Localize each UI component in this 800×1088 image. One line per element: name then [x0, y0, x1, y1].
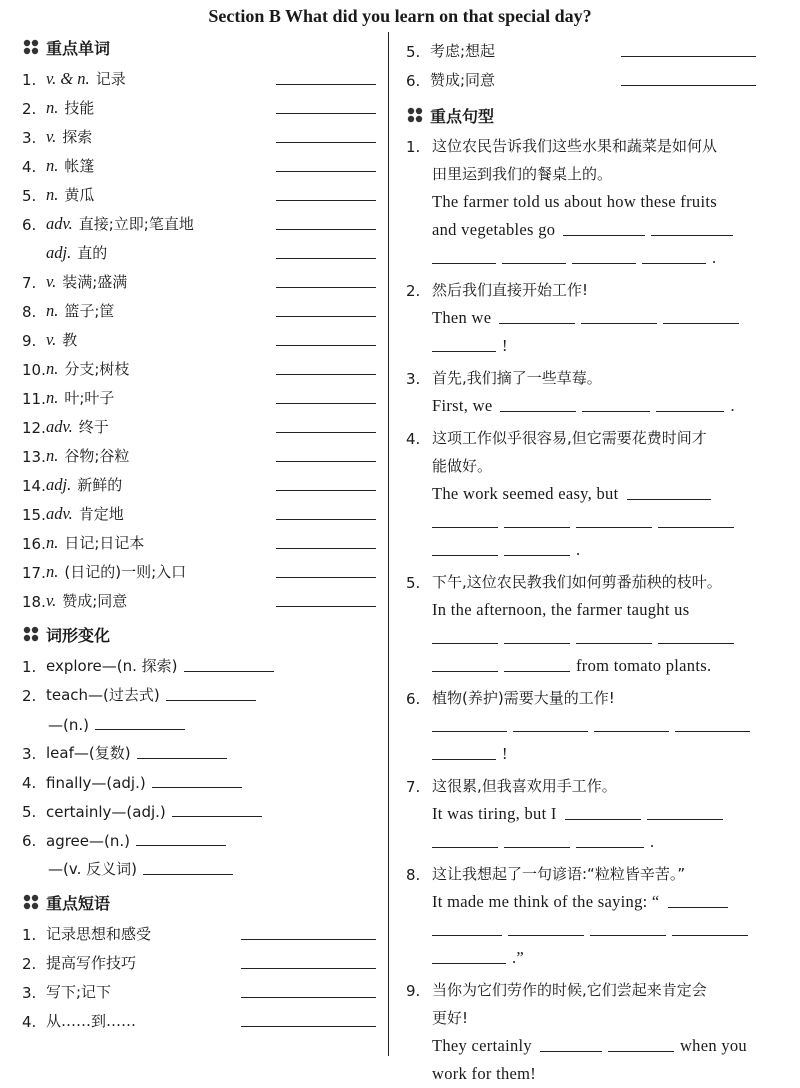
part-of-speech: n.	[46, 446, 59, 465]
column-divider	[388, 32, 389, 1056]
answer-blank[interactable]	[432, 962, 506, 964]
list-item	[22, 792, 376, 821]
chinese-phrase: 提高写作技巧	[46, 954, 137, 972]
english-line	[406, 592, 756, 620]
english-line	[406, 532, 756, 560]
item-number: 1.	[406, 138, 421, 156]
chinese-sentence: 田里运到我们的餐桌上的。	[432, 165, 613, 183]
answer-blank[interactable]	[432, 262, 496, 264]
chinese-meaning: 直接;立即;笔直地	[78, 215, 194, 233]
list-item	[22, 1002, 376, 1031]
english-text: The farmer told us about how these fruits	[432, 192, 717, 211]
answer-blank[interactable]	[432, 554, 498, 556]
answer-blank[interactable]	[627, 498, 711, 500]
sentence-list	[406, 128, 756, 1084]
chinese-meaning: 谷物;谷粒	[64, 447, 130, 465]
answer-blank[interactable]	[658, 642, 734, 644]
list-item	[22, 705, 376, 734]
answer-blank[interactable]	[504, 526, 570, 528]
english-text: Then we	[432, 308, 492, 327]
list-item	[22, 437, 376, 466]
part-of-speech: adv.	[46, 417, 73, 436]
sentence-item	[406, 680, 756, 764]
list-item	[22, 408, 376, 437]
answer-blank[interactable]	[276, 373, 376, 375]
item-number: 11.	[22, 390, 46, 408]
answer-blank[interactable]	[143, 873, 233, 875]
answer-blank[interactable]	[594, 730, 669, 732]
chinese-sentence: 这让我想起了一句谚语:“粒粒皆辛苦。”	[432, 865, 686, 883]
chinese-meaning: 记录	[95, 70, 126, 88]
punctuation: .	[576, 540, 581, 559]
part-of-speech: n.	[46, 562, 59, 581]
answer-blank[interactable]	[432, 350, 496, 352]
answer-blank[interactable]	[241, 967, 376, 969]
chinese-sentence: 这项工作似乎很容易,但它需要花费时间才	[432, 429, 707, 447]
part-of-speech: n.	[46, 156, 59, 175]
wordform-prompt: agree—(n.)	[46, 832, 130, 850]
answer-blank[interactable]	[276, 518, 376, 520]
sentence-item	[406, 768, 756, 852]
answer-blank[interactable]	[513, 730, 588, 732]
part-of-speech: n.	[46, 533, 59, 552]
english-line	[406, 184, 756, 212]
item-number: 4.	[22, 1013, 37, 1031]
answer-blank[interactable]	[241, 1025, 376, 1027]
part-of-speech: v.	[46, 272, 57, 291]
list-item	[22, 379, 376, 408]
english-line	[406, 708, 756, 736]
answer-blank[interactable]	[241, 938, 376, 940]
four-dot-icon	[22, 625, 40, 643]
chinese-phrase: 考虑;想起	[430, 42, 496, 60]
right-column	[406, 32, 756, 1088]
english-line	[406, 736, 756, 764]
english-line	[406, 328, 756, 356]
chinese-line	[406, 856, 756, 884]
item-number: 7.	[22, 274, 37, 292]
wordform-prompt: leaf—(复数)	[46, 744, 131, 762]
part-of-speech: v. & n.	[46, 69, 90, 88]
answer-blank[interactable]	[563, 234, 645, 236]
sentence-item	[406, 564, 756, 676]
four-dot-icon	[406, 106, 424, 124]
answer-blank[interactable]	[540, 1050, 602, 1052]
answer-blank[interactable]	[276, 489, 376, 491]
chinese-meaning: 终于	[78, 418, 109, 436]
phrase-list-continued	[406, 32, 756, 90]
english-line	[406, 912, 756, 940]
list-item	[22, 292, 376, 321]
chinese-sentence: 植物(养护)需要大量的工作!	[432, 689, 615, 707]
part-of-speech: adj.	[46, 243, 72, 262]
list-item	[406, 61, 756, 90]
english-line	[406, 240, 756, 268]
item-number: 16.	[22, 535, 46, 553]
chinese-phrase: 从……到……	[46, 1012, 137, 1030]
item-number: 6.	[406, 690, 421, 708]
item-number: 4.	[22, 774, 37, 792]
answer-blank[interactable]	[276, 402, 376, 404]
answer-blank[interactable]	[502, 262, 566, 264]
chinese-meaning: 叶;叶子	[64, 389, 115, 407]
chinese-line	[406, 128, 756, 156]
answer-blank[interactable]	[432, 526, 498, 528]
left-column	[22, 32, 376, 1031]
answer-blank[interactable]	[656, 410, 724, 412]
sentence-item	[406, 360, 756, 416]
item-number: 3.	[22, 129, 37, 147]
list-item	[22, 647, 376, 676]
answer-blank[interactable]	[137, 757, 227, 759]
english-text: They certainly	[432, 1036, 532, 1055]
answer-blank[interactable]	[276, 460, 376, 462]
answer-blank[interactable]	[499, 322, 575, 324]
answer-blank[interactable]	[276, 112, 376, 114]
item-number: 2.	[22, 687, 37, 705]
english-line	[406, 212, 756, 240]
item-number: 1.	[22, 71, 37, 89]
english-line	[406, 388, 756, 416]
chinese-meaning: 技能	[64, 99, 95, 117]
four-dot-icon	[22, 38, 40, 56]
answer-blank[interactable]	[276, 605, 376, 607]
item-number: 9.	[406, 982, 421, 1000]
english-line	[406, 824, 756, 852]
answer-blank[interactable]	[276, 547, 376, 549]
chinese-meaning: 帐篷	[64, 157, 95, 175]
answer-blank[interactable]	[504, 554, 570, 556]
answer-blank[interactable]	[276, 257, 376, 259]
english-line	[406, 504, 756, 532]
answer-blank[interactable]	[621, 84, 756, 86]
item-number: 6.	[406, 72, 421, 90]
vocab-list	[22, 60, 376, 611]
sentence-item	[406, 272, 756, 356]
punctuation: .	[730, 396, 735, 415]
part-of-speech: adj.	[46, 475, 72, 494]
answer-blank[interactable]	[581, 322, 657, 324]
answer-blank[interactable]	[508, 934, 584, 936]
chinese-line	[406, 564, 756, 592]
item-number: 18.	[22, 593, 46, 611]
item-number: 2.	[22, 955, 37, 973]
answer-blank[interactable]	[572, 262, 636, 264]
chinese-line	[406, 272, 756, 300]
answer-blank[interactable]	[576, 642, 652, 644]
list-item	[22, 676, 376, 705]
answer-blank[interactable]	[565, 818, 641, 820]
answer-blank[interactable]	[663, 322, 739, 324]
answer-blank[interactable]	[608, 1050, 674, 1052]
sentence-item	[406, 972, 756, 1084]
answer-blank[interactable]	[504, 642, 570, 644]
chinese-sentence: 能做好。	[432, 457, 493, 475]
sentence-item	[406, 128, 756, 268]
part-of-speech: n.	[46, 98, 59, 117]
list-item	[22, 176, 376, 205]
punctuation: !	[502, 336, 508, 355]
chinese-meaning: 黄瓜	[64, 186, 95, 204]
list-item	[22, 118, 376, 147]
chinese-meaning: 直的	[77, 244, 108, 262]
english-text: First, we	[432, 396, 493, 415]
answer-blank[interactable]	[582, 410, 650, 412]
sentence-item	[406, 856, 756, 968]
answer-blank[interactable]	[658, 526, 734, 528]
chinese-line	[406, 768, 756, 796]
english-line	[406, 884, 756, 912]
answer-blank[interactable]	[504, 670, 570, 672]
item-number: 5.	[406, 43, 421, 61]
part-of-speech: v.	[46, 127, 57, 146]
list-item	[22, 944, 376, 973]
section-heading-phrases: 重点短语	[22, 889, 376, 915]
item-number: 3.	[22, 984, 37, 1002]
answer-blank[interactable]	[651, 234, 733, 236]
part-of-speech: v.	[46, 330, 57, 349]
list-item	[22, 973, 376, 1002]
english-text: It was tiring, but I	[432, 804, 557, 823]
english-text: The work seemed easy, but	[432, 484, 619, 503]
english-line	[406, 476, 756, 504]
list-item	[22, 582, 376, 611]
list-item	[22, 263, 376, 292]
english-line	[406, 648, 756, 676]
item-number: 5.	[22, 803, 37, 821]
english-text: from tomato plants.	[576, 656, 712, 675]
answer-blank[interactable]	[432, 934, 502, 936]
wordform-prompt: certainly—(adj.)	[46, 803, 166, 821]
answer-blank[interactable]	[276, 83, 376, 85]
list-item	[22, 321, 376, 350]
chinese-meaning: 新鲜的	[77, 476, 123, 494]
list-item	[22, 915, 376, 944]
section-heading-wordforms: 词形变化	[22, 621, 376, 647]
english-line	[406, 940, 756, 968]
chinese-phrase: 赞成;同意	[430, 71, 496, 89]
section-heading-sentences: 重点句型	[406, 102, 756, 128]
chinese-meaning: 赞成;同意	[62, 592, 128, 610]
four-dot-icon	[22, 893, 40, 911]
part-of-speech: n.	[46, 301, 59, 320]
item-number: 9.	[22, 332, 37, 350]
chinese-phrase: 写下;记下	[46, 983, 112, 1001]
part-of-speech: n.	[46, 359, 59, 378]
item-number: 2.	[406, 282, 421, 300]
section-heading-vocab: 重点单词	[22, 34, 376, 60]
item-number: 1.	[22, 658, 37, 676]
item-number: 10.	[22, 361, 46, 379]
wordform-prompt: teach—(过去式)	[46, 686, 160, 704]
answer-blank[interactable]	[276, 344, 376, 346]
answer-blank[interactable]	[576, 526, 652, 528]
chinese-meaning: 日记;日记本	[64, 534, 145, 552]
english-text: It made me think of the saying: “	[432, 892, 660, 911]
chinese-line	[406, 680, 756, 708]
answer-blank[interactable]	[276, 315, 376, 317]
english-line	[406, 620, 756, 648]
chinese-sentence: 这位农民告诉我们这些水果和蔬菜是如何从	[432, 137, 718, 155]
list-item	[22, 147, 376, 176]
answer-blank[interactable]	[136, 844, 226, 846]
chinese-meaning: (日记的)一则;入口	[64, 563, 187, 581]
list-item	[22, 466, 376, 495]
wordform-prompt: finally—(adj.)	[46, 774, 146, 792]
item-number: 5.	[22, 187, 37, 205]
chinese-meaning: 篮子;筐	[64, 302, 115, 320]
chinese-line	[406, 972, 756, 1000]
chinese-sentence: 首先,我们摘了一些草莓。	[432, 369, 602, 387]
chinese-meaning: 探索	[62, 128, 93, 146]
sentence-item	[406, 420, 756, 560]
answer-blank[interactable]	[166, 699, 256, 701]
english-line	[406, 796, 756, 824]
english-line	[406, 300, 756, 328]
part-of-speech: v.	[46, 591, 57, 610]
answer-blank[interactable]	[276, 228, 376, 230]
english-line	[406, 1056, 756, 1084]
answer-blank[interactable]	[621, 55, 756, 57]
part-of-speech: n.	[46, 185, 59, 204]
list-item	[22, 89, 376, 118]
part-of-speech: adv.	[46, 504, 73, 523]
list-item	[22, 350, 376, 379]
chinese-line	[406, 420, 756, 448]
item-number: 1.	[22, 926, 37, 944]
punctuation: .	[712, 248, 717, 267]
answer-blank[interactable]	[432, 642, 498, 644]
answer-blank[interactable]	[432, 846, 498, 848]
item-number: 4.	[22, 158, 37, 176]
item-number: 13.	[22, 448, 46, 466]
wordform-prompt: —(v. 反义词)	[48, 860, 137, 878]
chinese-sentence: 这很累,但我喜欢用手工作。	[432, 777, 617, 795]
english-text: In the afternoon, the farmer taught us	[432, 600, 690, 619]
item-number: 5.	[406, 574, 421, 592]
item-number: 4.	[406, 430, 421, 448]
item-number: 14.	[22, 477, 46, 495]
answer-blank[interactable]	[432, 730, 507, 732]
item-number: 7.	[406, 778, 421, 796]
chinese-meaning: 教	[62, 331, 78, 349]
english-text: work for them!	[432, 1064, 537, 1083]
item-number: 6.	[22, 832, 37, 850]
answer-blank[interactable]	[172, 815, 262, 817]
chinese-sentence: 更好!	[432, 1009, 469, 1027]
answer-blank[interactable]	[184, 670, 274, 672]
list-item	[22, 734, 376, 763]
answer-blank[interactable]	[276, 199, 376, 201]
item-number: 17.	[22, 564, 46, 582]
english-text: and vegetables go	[432, 220, 556, 239]
page-title: Section B What did you learn on that special day?	[208, 6, 592, 26]
chinese-sentence: 当你为它们劳作的时候,它们尝起来肯定会	[432, 981, 707, 999]
list-item	[22, 205, 376, 234]
chinese-sentence: 然后我们直接开始工作!	[432, 281, 589, 299]
list-item	[22, 234, 376, 263]
phrase-list	[22, 915, 376, 1031]
list-item	[22, 850, 376, 879]
answer-blank[interactable]	[276, 576, 376, 578]
list-item	[406, 32, 756, 61]
list-item	[22, 763, 376, 792]
punctuation: !	[502, 744, 508, 763]
chinese-line	[406, 1000, 756, 1028]
english-text: when you	[679, 1036, 747, 1055]
answer-blank[interactable]	[668, 906, 728, 908]
chinese-meaning: 肯定地	[78, 505, 124, 523]
list-item	[22, 524, 376, 553]
chinese-line	[406, 360, 756, 388]
answer-blank[interactable]	[642, 262, 706, 264]
chinese-sentence: 下午,这位农民教我们如何剪番茄秧的枝叶。	[432, 573, 722, 591]
answer-blank[interactable]	[504, 846, 570, 848]
chinese-phrase: 记录思想和感受	[46, 925, 152, 943]
chinese-line	[406, 156, 756, 184]
chinese-meaning: 装满;盛满	[62, 273, 128, 291]
wordform-prompt: explore—(n. 探索)	[46, 657, 178, 675]
answer-blank[interactable]	[647, 818, 723, 820]
item-number: 3.	[406, 370, 421, 388]
answer-blank[interactable]	[500, 410, 576, 412]
item-number: 6.	[22, 216, 37, 234]
answer-blank[interactable]	[432, 758, 496, 760]
answer-blank[interactable]	[672, 934, 748, 936]
answer-blank[interactable]	[432, 670, 498, 672]
wordform-list	[22, 647, 376, 879]
list-item	[22, 495, 376, 524]
item-number: 8.	[22, 303, 37, 321]
chinese-line	[406, 448, 756, 476]
answer-blank[interactable]	[675, 730, 750, 732]
answer-blank[interactable]	[590, 934, 666, 936]
answer-blank[interactable]	[241, 996, 376, 998]
answer-blank[interactable]	[95, 728, 185, 730]
answer-blank[interactable]	[152, 786, 242, 788]
list-item	[22, 821, 376, 850]
answer-blank[interactable]	[276, 141, 376, 143]
wordform-prompt: —(n.)	[48, 716, 89, 734]
part-of-speech: adv.	[46, 214, 73, 233]
list-item	[22, 60, 376, 89]
english-line	[406, 1028, 756, 1056]
item-number: 2.	[22, 100, 37, 118]
answer-blank[interactable]	[276, 431, 376, 433]
answer-blank[interactable]	[576, 846, 644, 848]
part-of-speech: n.	[46, 388, 59, 407]
list-item	[22, 553, 376, 582]
answer-blank[interactable]	[276, 170, 376, 172]
item-number: 3.	[22, 745, 37, 763]
chinese-meaning: 分支;树枝	[64, 360, 130, 378]
answer-blank[interactable]	[276, 286, 376, 288]
item-number: 12.	[22, 419, 46, 437]
punctuation: .”	[512, 948, 525, 967]
item-number: 15.	[22, 506, 46, 524]
punctuation: .	[650, 832, 655, 851]
item-number: 8.	[406, 866, 421, 884]
